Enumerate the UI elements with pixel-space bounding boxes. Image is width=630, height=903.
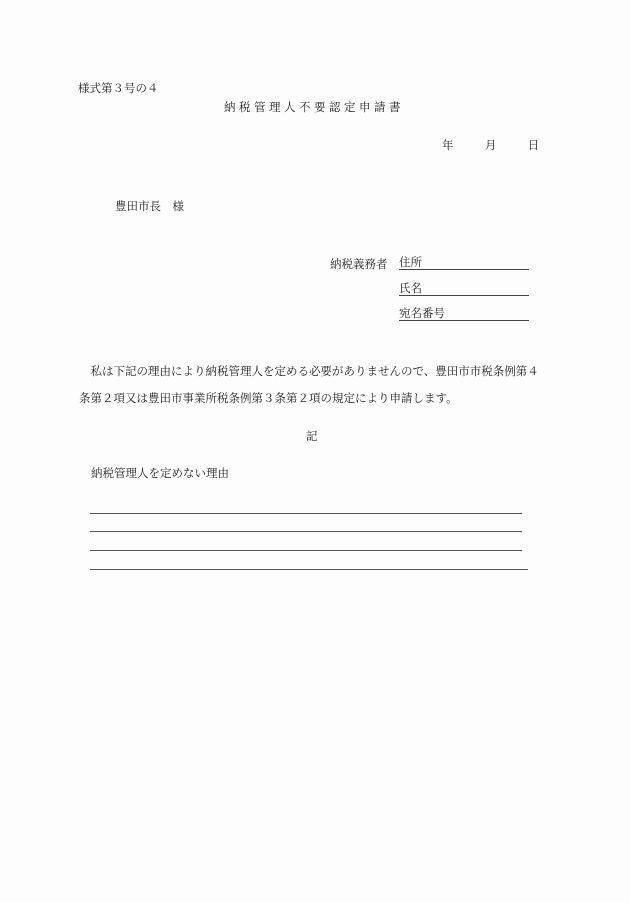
taxpayer-label: 納税義務者	[330, 257, 388, 271]
reason-line-2[interactable]	[90, 531, 522, 532]
day-label: 日	[527, 138, 540, 152]
statement-line-2: 条第２項又は豊田市事業所税条例第３条第２項の規定により申請します。	[79, 391, 458, 405]
addressee: 豊田市長 様	[115, 199, 184, 213]
addressee-number-field[interactable]	[399, 305, 529, 321]
reason-line-3[interactable]	[90, 550, 522, 551]
ki-heading: 記	[306, 429, 318, 443]
address-label: 住所	[399, 255, 422, 269]
address-field[interactable]	[399, 254, 529, 270]
name-label: 氏名	[399, 281, 422, 295]
month-label: 月	[484, 138, 497, 152]
reason-line-4[interactable]	[90, 569, 528, 570]
date-line	[442, 137, 539, 153]
year-label: 年	[442, 138, 454, 152]
addressee-number-label: 宛名番号	[399, 306, 445, 320]
name-field[interactable]	[399, 280, 529, 296]
statement-line-1: 私は下記の理由により納税管理人を定める必要がありませんので、豊田市市税条例第４	[79, 364, 539, 378]
document-title: 納税管理人不要認定申請書	[224, 100, 404, 114]
form-number: 様式第３号の４	[78, 81, 159, 95]
application-statement	[79, 358, 549, 412]
reason-label: 納税管理人を定めない理由	[91, 466, 229, 480]
reason-line-1[interactable]	[90, 513, 522, 514]
